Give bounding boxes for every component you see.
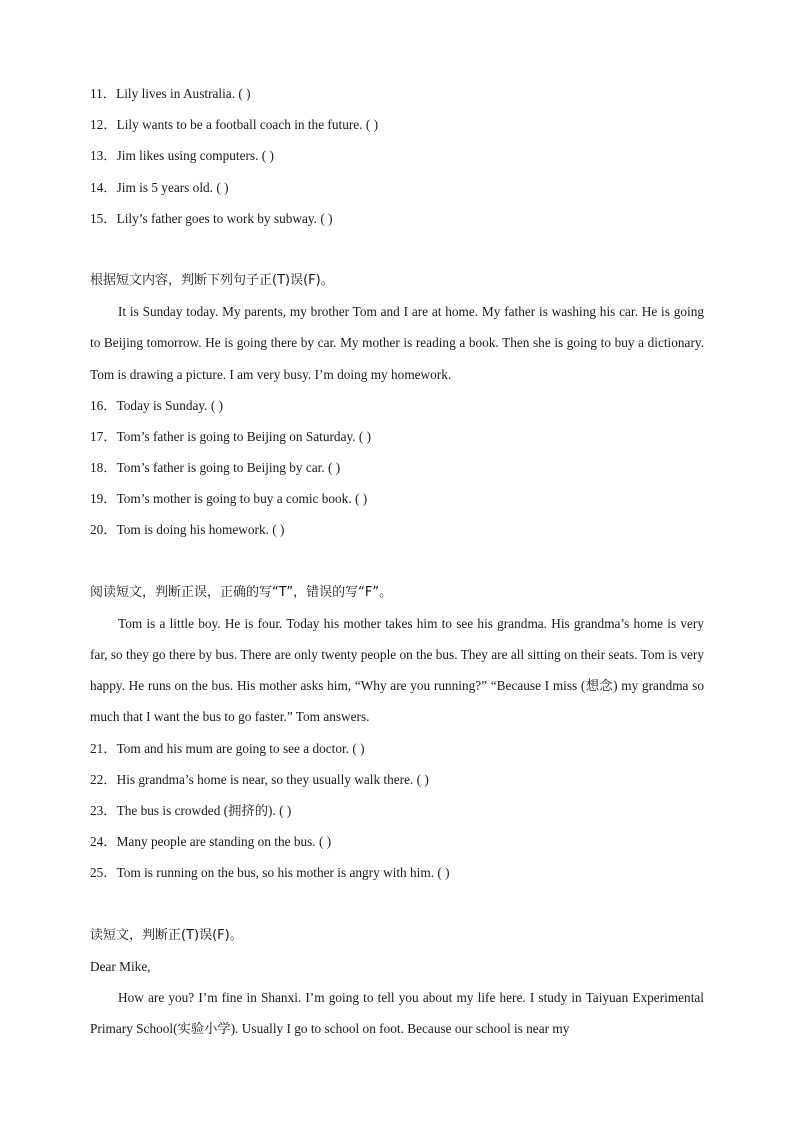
section-2-heading: 根据短文内容，判断下列句子正(T)误(F)。 (90, 272, 334, 288)
reading-section-3 (90, 577, 704, 889)
section-gap (90, 234, 704, 265)
question-11: 11．Lily lives in Australia. ( ) (90, 86, 251, 101)
question-13: 13．Jim likes using computers. ( ) (90, 148, 274, 164)
document-page (90, 78, 704, 1044)
question-15: 15．Lily’s father goes to work by subway. ( ) (90, 210, 333, 226)
section-3-passage: Tom is a little boy. He is four. Today his mother takes him to see his grandma. His grandma’s home is very far, so they go there by bus. There are only twenty people on the bus. They are all sitting on their seats. Tom is very happy. He runs on the bus. His mother asks him, “Why are you running?” “Because I miss (想念) my grandma so much that I want the bus to go faster.” Tom answers. (90, 615, 704, 725)
question-list-section-1 (90, 78, 704, 234)
question-16: 16．Today is Sunday. ( ) (90, 397, 224, 413)
question-14: 14．Jim is 5 years old. ( ) (90, 179, 229, 195)
question-12: 12．Lily wants to be a football coach in the future. ( ) (90, 117, 379, 133)
question-17: 17．Tom’s father is going to Beijing on Saturday. ( ) (90, 428, 372, 444)
section-3-heading: 阅读短文，判断正误，正确的写“T”，错误的写“F”。 (90, 584, 393, 600)
question-19: 19．Tom’s mother is going to buy a comic book. ( ) (90, 491, 368, 507)
question-23: 23．The bus is crowded (拥挤的). ( ) (90, 803, 292, 819)
question-21: 21．Tom and his mum are going to see a doctor. ( ) (90, 740, 365, 756)
question-25: 25．Tom is running on the bus, so his mother is angry with him. ( ) (90, 865, 450, 881)
reading-section-2 (90, 265, 704, 546)
reading-section-4 (90, 920, 704, 1045)
section-2-passage: It is Sunday today. My parents, my brother Tom and I are at home. My father is washing his car. He is going to Beijing tomorrow. He is going there by car. My mother is reading a book. Then she is going to buy a dictionary. Tom is drawing a picture. I am very busy. I’m doing my homework. (90, 304, 704, 382)
letter-salutation: Dear Mike, (90, 958, 151, 974)
question-22: 22．His grandma’s home is near, so they usually walk there. ( ) (90, 771, 429, 787)
question-24: 24．Many people are standing on the bus. ( ) (90, 834, 332, 850)
question-20: 20．Tom is doing his homework. ( ) (90, 522, 285, 538)
section-4-passage: How are you? I’m fine in Shanxi. I’m going to tell you about my life here. I study in Taiyuan Experimental Primary School(实验小学). Usually I go to school on foot. Because our school is near my (90, 989, 704, 1037)
section-4-heading: 读短文，判断正(T)误(F)。 (90, 927, 243, 943)
section-gap (90, 889, 704, 920)
section-gap (90, 546, 704, 577)
question-18: 18．Tom’s father is going to Beijing by car. ( ) (90, 460, 341, 476)
